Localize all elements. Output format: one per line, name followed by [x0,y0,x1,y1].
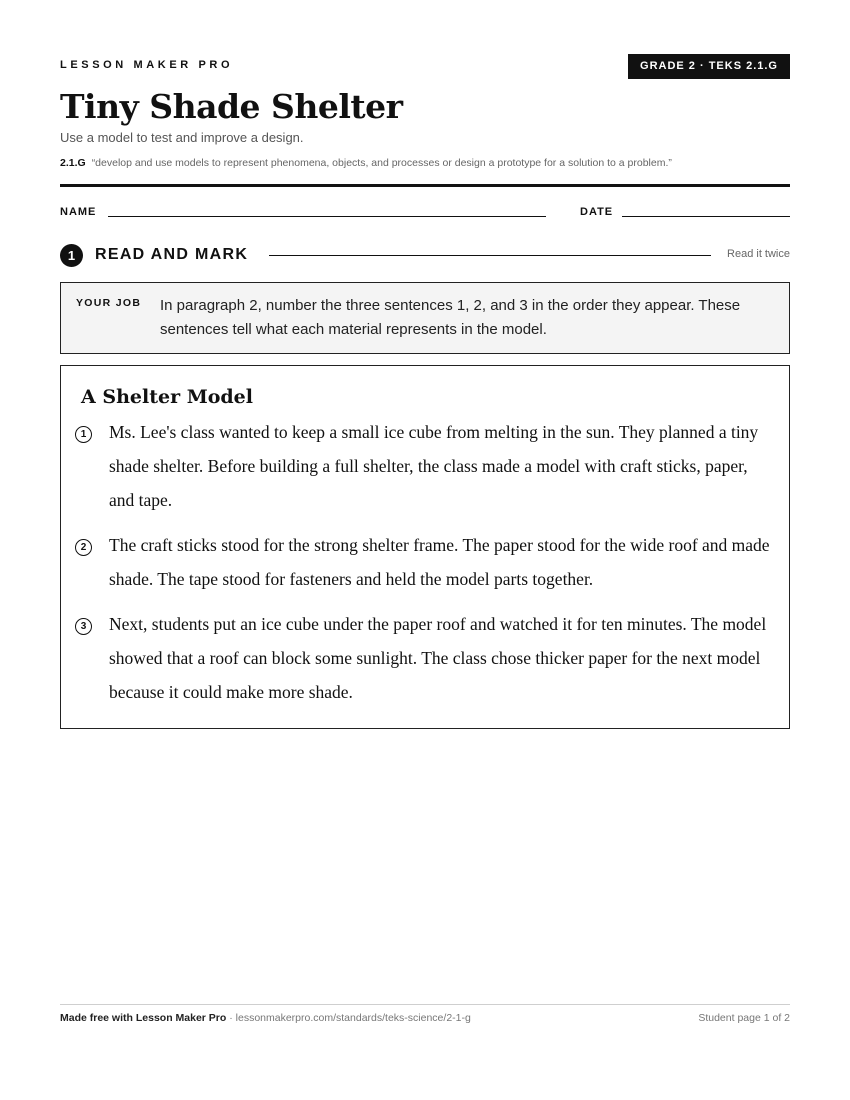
section-note: Read it twice [727,248,790,260]
standard-line [60,157,672,169]
standard-code: 2.1.G [60,157,86,169]
name-field[interactable] [108,216,546,217]
standard-text: “develop and use models to represent phenomena, objects, and processes or design a prototype for a solution to a problem.” [91,157,672,169]
footer-url: · lessonmakerpro.com/standards/teks-science/2-1-g [226,1012,471,1024]
your-job-text: In paragraph 2, number the three sentences 1, 2, and 3 in the order they appear. These sentences tell what each material represents in the model. [160,297,741,338]
worksheet-page [60,0,790,1100]
date-field[interactable] [622,216,790,217]
paragraph-text: The craft sticks stood for the strong shelter frame. The paper stood for the wide roof and made shade. The tape stood for fasteners and held the model parts together. [109,535,770,589]
paragraph-number: 1 [75,426,92,443]
your-job-label: YOUR JOB [76,297,142,309]
section-title: READ AND MARK [95,246,249,263]
grade-badge: GRADE 2 · TEKS 2.1.G [628,54,790,79]
reading-passage [60,365,790,729]
footer-divider [60,1004,790,1005]
paragraph-number: 2 [75,539,92,556]
page-title: Tiny Shade Shelter [60,87,403,126]
footer-brand: Made free with Lesson Maker Pro [60,1012,227,1024]
paragraph-text: Ms. Lee's class wanted to keep a small ice cube from melting in the sun. They planned a tiny shade shelter. Before building a full shelter, the class made a model with craft sticks, paper, and tape. [109,422,759,510]
header-divider [60,184,790,187]
page-indicator: Student page 1 of 2 [698,1012,790,1024]
footer-credit [60,1012,471,1024]
date-label: DATE [580,206,614,218]
paragraph-number: 3 [75,618,92,635]
section-number-badge: 1 [60,244,83,267]
page-subtitle: Use a model to test and improve a design. [60,130,304,145]
paragraph-text: Next, students put an ice cube under the paper roof and watched it for ten minutes. The model showed that a roof can block some sunlight. The class chose thicker paper for the next model because it could make more shade. [109,614,767,702]
your-job-box [60,282,790,354]
name-label: NAME [60,206,97,218]
section-divider [269,255,711,256]
passage-title: A Shelter Model [81,386,253,408]
brand-label: LESSON MAKER PRO [60,59,234,71]
